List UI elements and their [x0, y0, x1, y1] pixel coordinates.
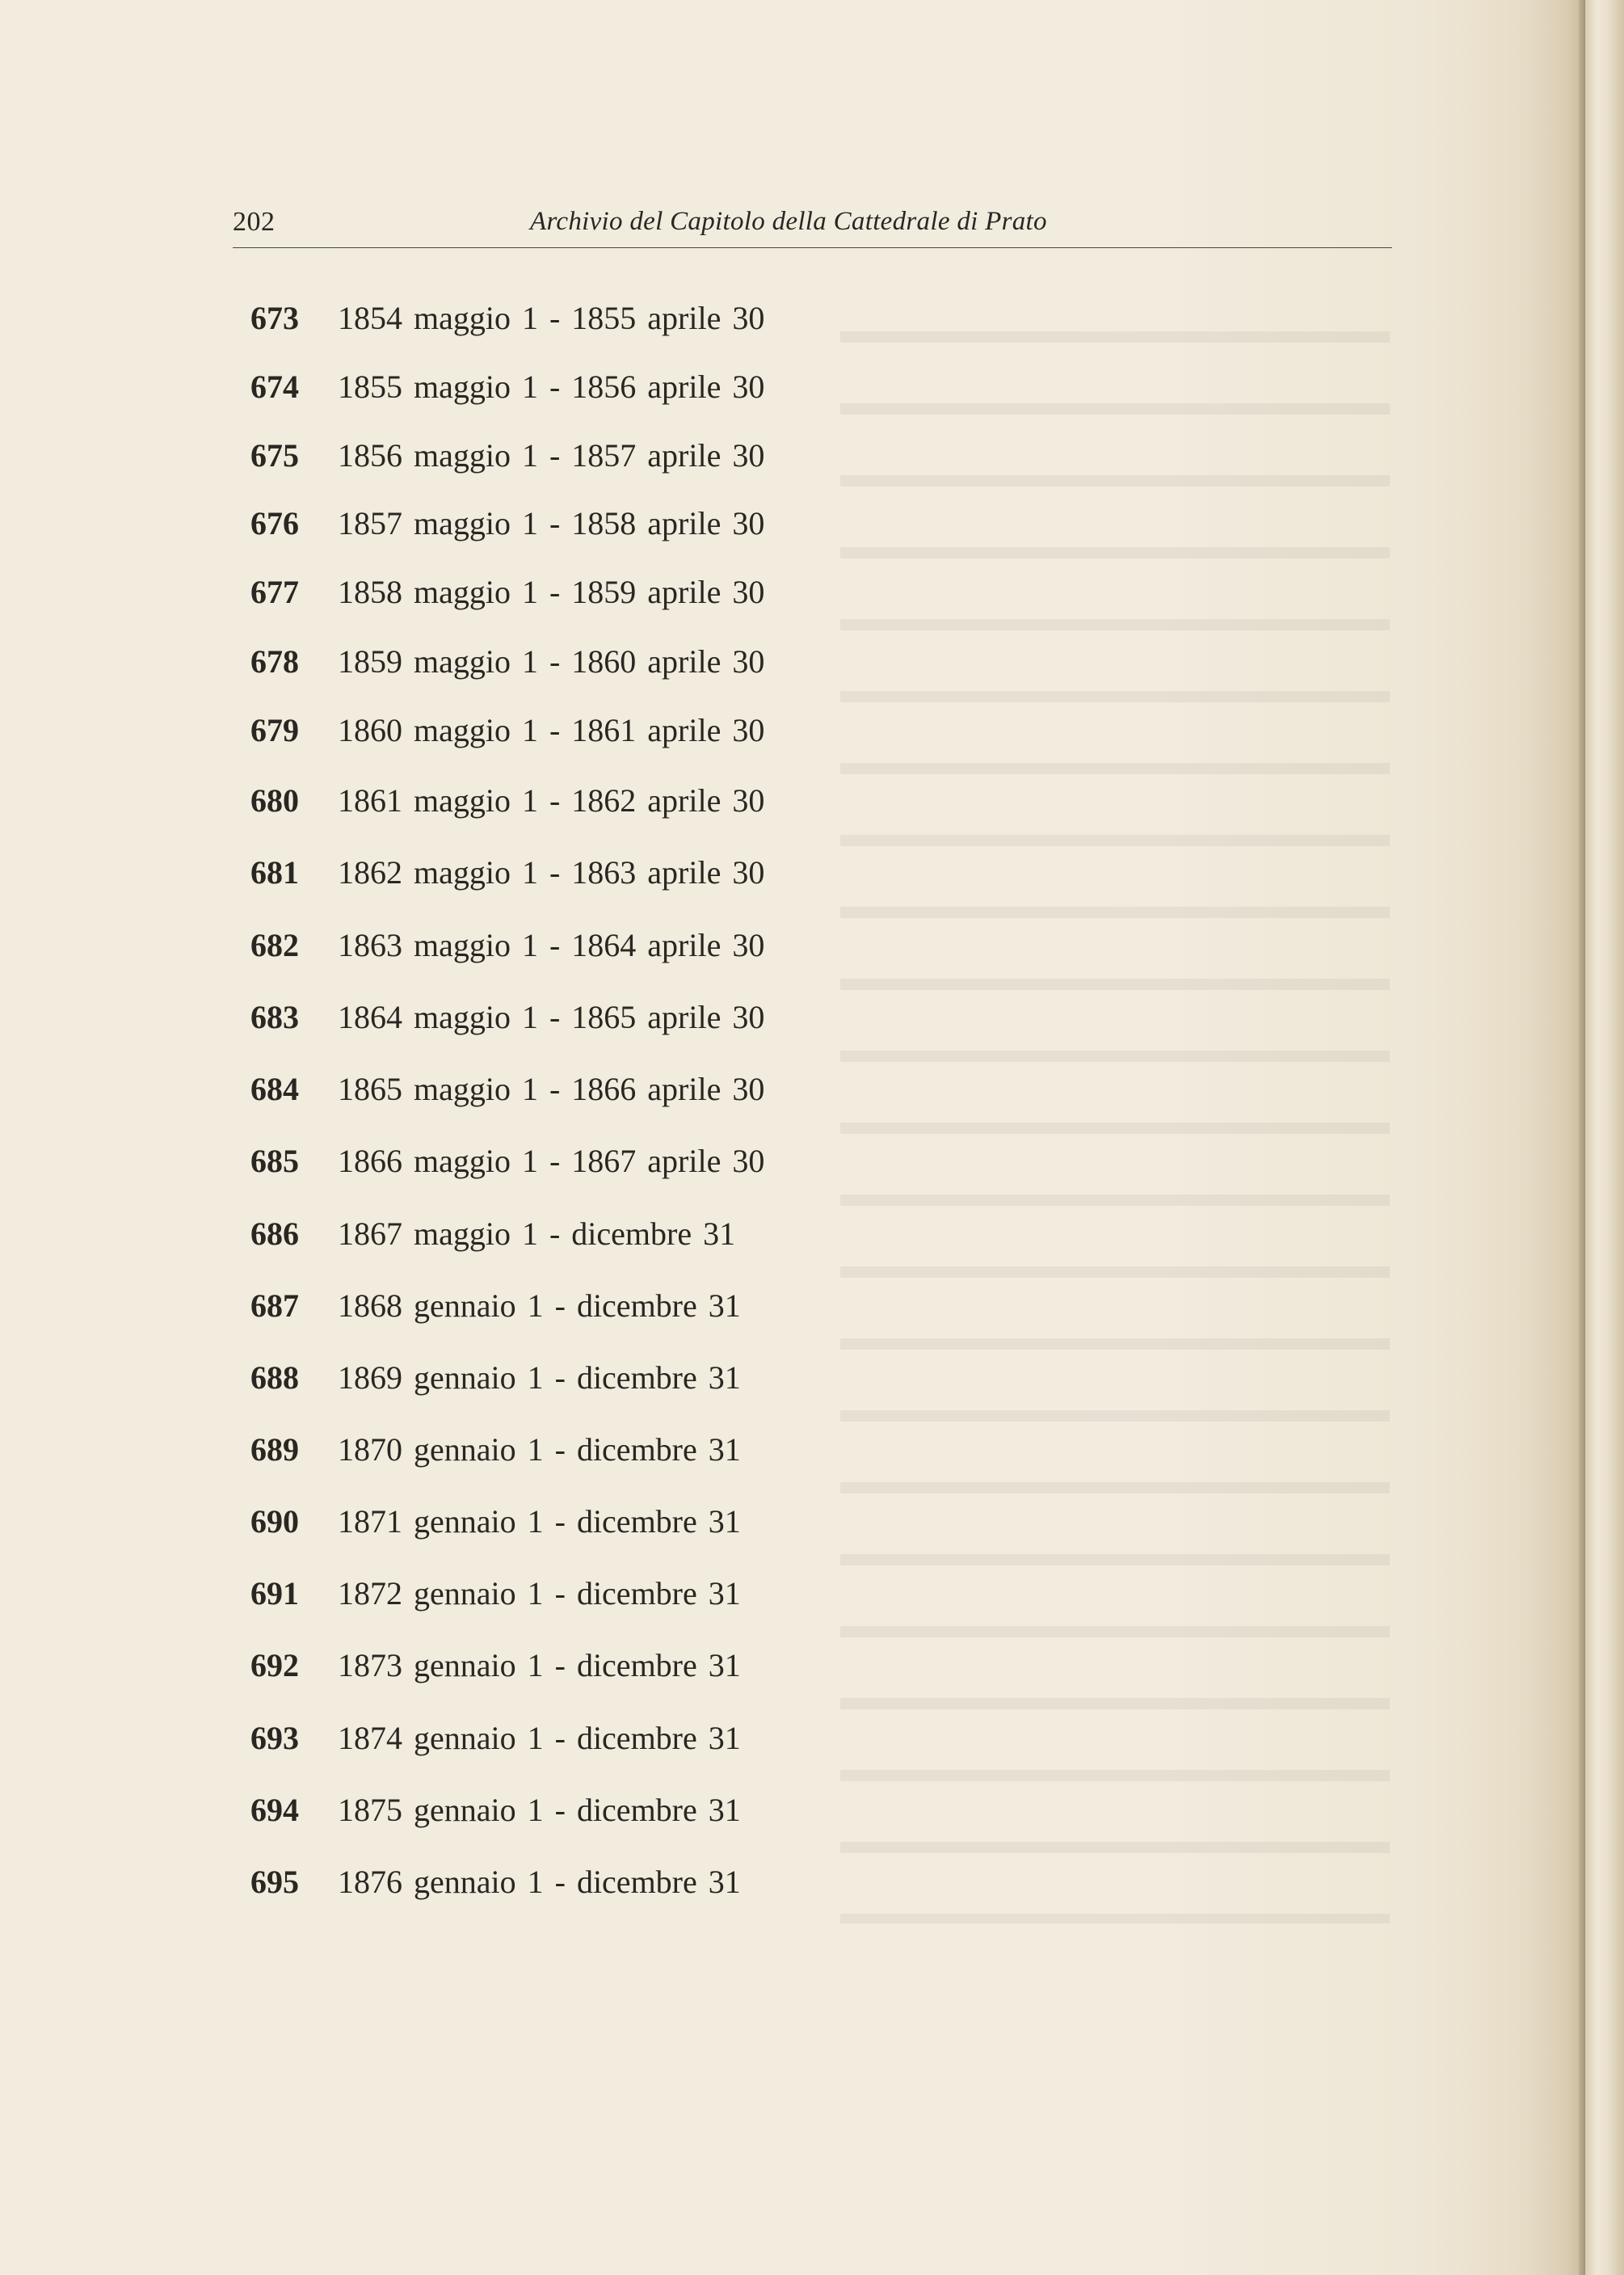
entry-number: 681 — [250, 854, 299, 891]
page-number: 202 — [233, 207, 276, 237]
entry-number: 683 — [250, 999, 299, 1035]
entry-number: 689 — [250, 1431, 299, 1468]
entry-dates: 1859 maggio 1 - 1860 aprile 30 — [338, 643, 765, 680]
entry-dates: 1858 maggio 1 - 1859 aprile 30 — [338, 574, 765, 610]
entry-dates: 1855 maggio 1 - 1856 aprile 30 — [338, 369, 765, 405]
entry-dates: 1866 maggio 1 - 1867 aprile 30 — [338, 1143, 765, 1179]
entry-number: 693 — [250, 1720, 299, 1756]
entry-dates: 1864 maggio 1 - 1865 aprile 30 — [338, 999, 765, 1035]
entry-dates: 1862 maggio 1 - 1863 aprile 30 — [338, 854, 765, 891]
entry-dates: 1868 gennaio 1 - dicembre 31 — [338, 1287, 741, 1324]
entry-number: 685 — [250, 1143, 299, 1179]
entry-dates: 1857 maggio 1 - 1858 aprile 30 — [338, 505, 765, 541]
entry-dates: 1860 maggio 1 - 1861 aprile 30 — [338, 712, 765, 748]
entry-dates: 1865 maggio 1 - 1866 aprile 30 — [338, 1071, 765, 1107]
entry-dates: 1863 maggio 1 - 1864 aprile 30 — [338, 927, 765, 963]
show-through-texture — [840, 307, 1390, 1923]
entry-dates: 1874 gennaio 1 - dicembre 31 — [338, 1720, 741, 1756]
entry-number: 687 — [250, 1287, 299, 1324]
entry-dates: 1867 maggio 1 - dicembre 31 — [338, 1215, 736, 1252]
entry-dates: 1871 gennaio 1 - dicembre 31 — [338, 1503, 741, 1540]
facing-page-edge — [1585, 0, 1624, 2275]
entry-number: 686 — [250, 1215, 299, 1252]
running-header — [233, 204, 1392, 248]
entry-number: 673 — [250, 300, 299, 336]
entry-dates: 1856 maggio 1 - 1857 aprile 30 — [338, 437, 765, 474]
entry-number: 678 — [250, 643, 299, 680]
entry-number: 684 — [250, 1071, 299, 1107]
entry-number: 688 — [250, 1359, 299, 1396]
entry-dates: 1872 gennaio 1 - dicembre 31 — [338, 1575, 741, 1611]
entry-number: 691 — [250, 1575, 299, 1611]
entry-dates: 1873 gennaio 1 - dicembre 31 — [338, 1647, 741, 1683]
entry-dates: 1870 gennaio 1 - dicembre 31 — [338, 1431, 741, 1468]
entry-number: 679 — [250, 712, 299, 748]
entry-number: 675 — [250, 437, 299, 474]
entry-dates: 1869 gennaio 1 - dicembre 31 — [338, 1359, 741, 1396]
entry-dates: 1876 gennaio 1 - dicembre 31 — [338, 1864, 741, 1900]
entry-number: 692 — [250, 1647, 299, 1683]
entry-number: 680 — [250, 782, 299, 819]
entry-number: 674 — [250, 369, 299, 405]
entry-number: 676 — [250, 505, 299, 541]
entry-number: 690 — [250, 1503, 299, 1540]
entry-dates: 1854 maggio 1 - 1855 aprile 30 — [338, 300, 765, 336]
entry-number: 694 — [250, 1792, 299, 1828]
entry-dates: 1875 gennaio 1 - dicembre 31 — [338, 1792, 741, 1828]
entry-number: 677 — [250, 574, 299, 610]
entry-number: 695 — [250, 1864, 299, 1900]
entry-number: 682 — [250, 927, 299, 963]
entry-dates: 1861 maggio 1 - 1862 aprile 30 — [338, 782, 765, 819]
page-gutter-shadow — [1579, 0, 1585, 2275]
running-title: Archivio del Capitolo della Cattedrale di Prato — [530, 207, 1047, 236]
